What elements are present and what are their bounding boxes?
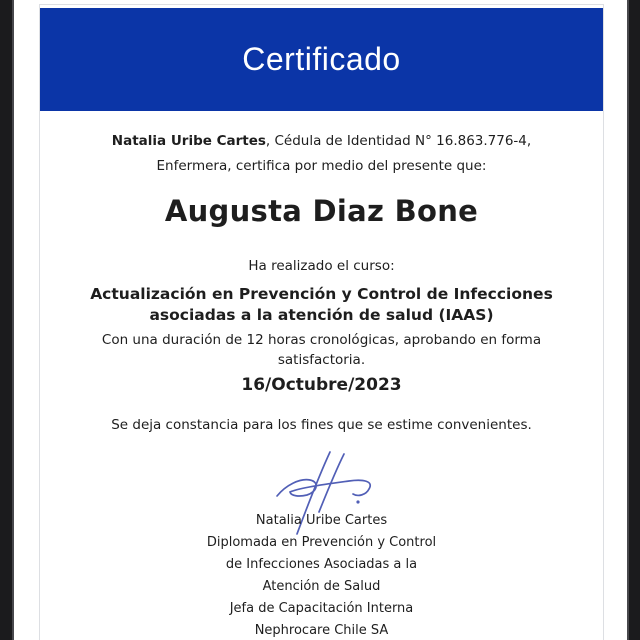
signatory-credential-line-2: de Infecciones Asociadas a la [225, 557, 418, 572]
certificate-header-banner [40, 8, 603, 111]
course-duration-line-2: satisfactoria. [277, 352, 366, 368]
issuer-name: Natalia Uribe Cartes [111, 133, 266, 149]
certificate-page [14, 0, 627, 640]
signature-area [40, 446, 603, 510]
course-date: 16/Octubre/2023 [241, 375, 402, 395]
issuer-statement [40, 129, 603, 179]
certificate-title: Certificado [242, 41, 401, 77]
course-lead-in: Ha realizado el curso: [248, 258, 395, 274]
issuer-id-text: , Cédula de Identidad N° 16.863.776-4, [265, 133, 532, 149]
certificate-content-frame [39, 4, 604, 640]
course-duration-line-1: Con una duración de 12 horas cronológicas, aprobando en forma [101, 332, 542, 348]
issuer-certifies-line: Enfermera, certifica por medio del presente que: [156, 158, 487, 174]
course-title-line-1: Actualización en Prevención y Control de Infecciones [90, 285, 553, 303]
signatory-organization: Nephrocare Chile SA [254, 623, 389, 638]
closing-statement: Se deja constancia para los fines que se estime convenientes. [111, 417, 532, 433]
course-title [40, 284, 603, 326]
course-duration [40, 330, 603, 370]
recipient-name: Augusta Diaz Bone [164, 194, 479, 228]
signatory-credential-line-1: Diplomada en Prevención y Control [206, 535, 437, 550]
signatory-name: Natalia Uribe Cartes [255, 513, 388, 528]
course-title-line-2: asociadas a la atención de salud (IAAS) [149, 306, 494, 324]
issuer-identity-line [40, 129, 603, 154]
signatory-credential-line-3: Atención de Salud [262, 579, 381, 594]
signatory-role: Jefa de Capacitación Interna [229, 601, 414, 616]
signatory-block [40, 510, 603, 640]
